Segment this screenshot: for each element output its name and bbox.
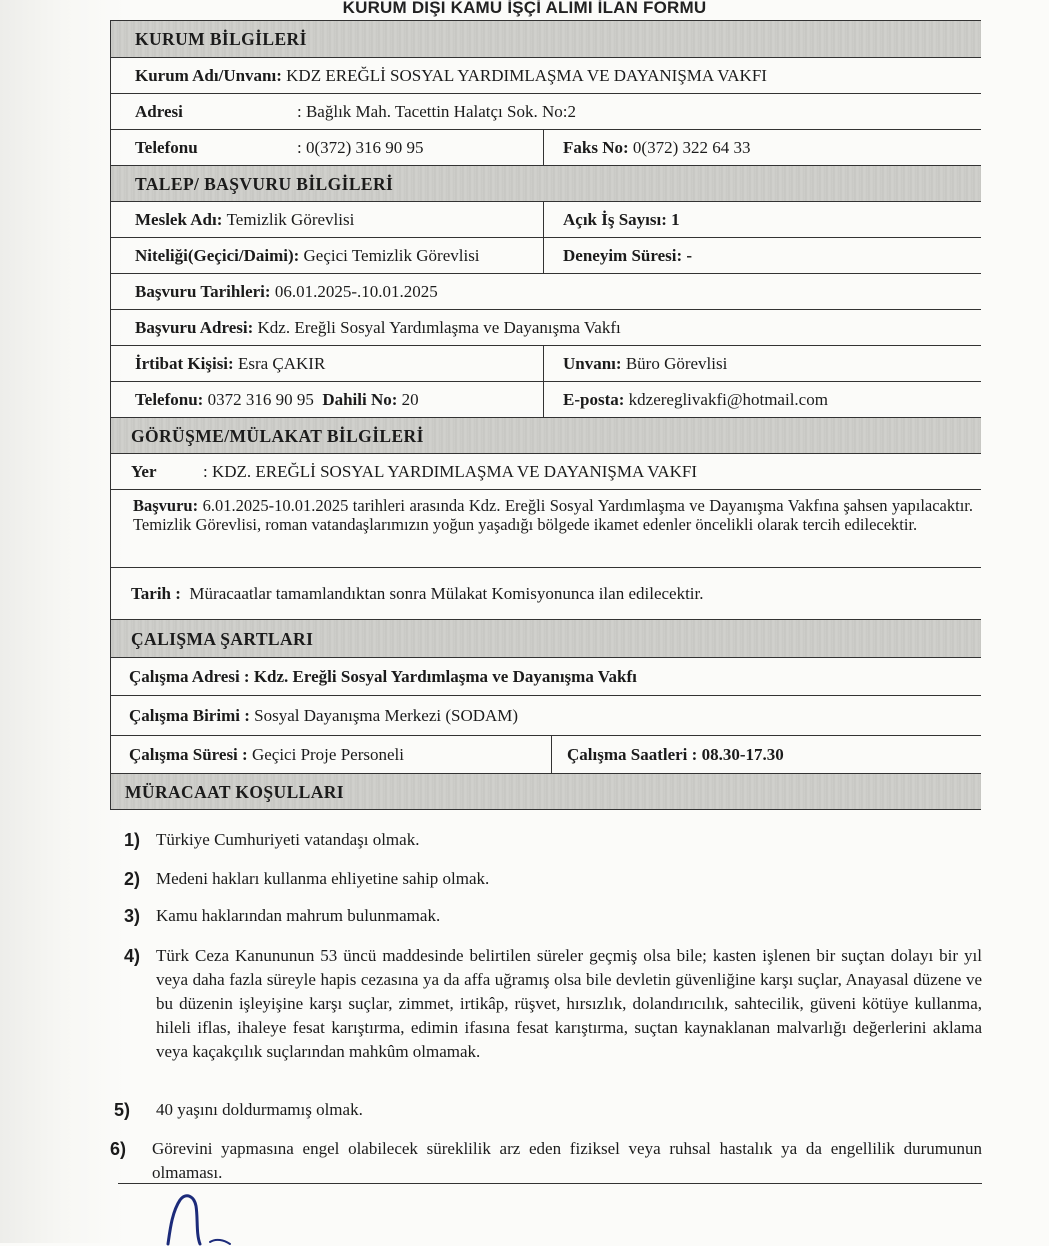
basvuru-adres-label: Başvuru Adresi:	[135, 317, 254, 337]
list-item	[110, 1098, 982, 1122]
row-basvuru-aciklama	[111, 490, 981, 568]
list-item	[110, 1137, 982, 1185]
gorusme-header-label: GÖRÜŞME/MÜLAKAT BİLGİLERİ	[131, 425, 424, 446]
calisma-birim-label: Çalışma Birimi :	[129, 705, 250, 725]
calisma-birim-value: Sosyal Dayanışma Merkezi (SODAM)	[254, 705, 519, 725]
calisma-adres-value: Kdz. Ereğli Sosyal Yardımlaşma ve Dayanışma Vakfı	[253, 666, 637, 686]
row-tarih	[111, 568, 981, 620]
unvan-label: Unvanı:	[563, 353, 622, 373]
condition-text: Medeni hakları kullanma ehliyetine sahip olmak.	[156, 869, 490, 888]
condition-text: Türk Ceza Kanununun 53 üncü maddesinde belirtilen süreler geçmiş olsa bile; kasten işlenen bir suçtan dolayı bir yıl veya daha fazla süreyle hapis cezasına ya da affa uğramış olsa bile devletin güvenliğine karşı suçlar, Anayasal düzene ve bu düzenin işleyişine karşı suçlar, zimmet, irtikâp, rüşvet, hırsızlık, dolandırıcılık, sahtecilik, güveni kötüye kullanma, hileli iflas, ihaleye fesat karıştırma, edimin ifasına fesat karıştırma, suçtan kaynaklanan malvarlığı değerlerini aklama veya kaçakçılık suçlarından mahkûm olmamak.	[156, 946, 982, 1061]
condition-number: 6)	[110, 1139, 127, 1159]
section-header-muracaat	[111, 774, 981, 810]
irtibat-tel-value: 0372 316 90 95	[207, 389, 314, 409]
calisma-sure-label: Çalışma Süresi :	[129, 744, 248, 764]
basvuru-aciklama-value: 6.01.2025-10.01.2025 tarihleri arasında Kdz. Ereğli Sosyal Yardımlaşma ve Dayanışma Vakfına şahsen yapılacaktır. Temizlik Görevlisi, roman vatandaşlarımızın yoğun yaşadığı bölgede ikamet edenler öncelikli olarak tercih edilecektir.	[133, 496, 973, 534]
unvan-value: Büro Görevlisi	[625, 353, 728, 373]
form-title: KURUM DIŞI KAMU İŞÇİ ALIMI İLAN FORMU	[342, 0, 707, 17]
calisma-header-label: ÇALIŞMA ŞARTLARI	[131, 628, 314, 649]
dahili-value: 20	[401, 389, 419, 409]
basvuru-tarih-value: 06.01.2025-.10.01.2025	[274, 281, 438, 301]
basvuru-tarih-label: Başvuru Tarihleri:	[135, 281, 271, 301]
section-header-talep	[111, 166, 981, 202]
row-kurum-address	[111, 94, 981, 130]
kurum-address-value: : Bağlık Mah. Tacettin Halatçı Sok. No:2	[297, 101, 576, 121]
dahili-label: Dahili No:	[322, 389, 398, 409]
kurum-name-label: Kurum Adı/Unvanı:	[135, 65, 282, 85]
irtibat-label: İrtibat Kişisi:	[135, 353, 234, 373]
meslek-label: Meslek Adı:	[135, 209, 223, 229]
list-item	[110, 867, 982, 891]
kurum-address-label: Adresi	[135, 101, 183, 121]
tarih-label: Tarih :	[131, 583, 181, 603]
condition-number: 2)	[124, 869, 141, 889]
condition-text: Kamu haklarından mahrum bulunmamak.	[156, 906, 441, 925]
tarih-value: Müracaatlar tamamlandıktan sonra Mülakat Komisyonunca ilan edilecektir.	[189, 583, 704, 603]
muracaat-header-label: MÜRACAAT KOŞULLARI	[125, 781, 345, 802]
row-basvuru-tarihleri	[111, 274, 981, 310]
nitelik-label: Niteliği(Geçici/Daimi):	[135, 245, 300, 265]
kurum-header-label: KURUM BİLGİLERİ	[135, 29, 307, 49]
yer-value: : KDZ. EREĞLİ SOSYAL YARDIMLAŞMA VE DAYANIŞMA VAKFI	[203, 461, 698, 481]
section-header-kurum	[111, 20, 981, 58]
list-item	[110, 904, 982, 928]
condition-text: Görevini yapmasına engel olabilecek süreklilik arz eden fiziksel veya ruhsal hastalık ya da engellilik durumunun olmaması.	[152, 1139, 982, 1182]
nitelik-value: Geçici Temizlik Görevlisi	[303, 245, 480, 265]
kurum-fax-value: 0(372) 322 64 33	[632, 137, 751, 157]
eposta-label: E-posta:	[563, 389, 625, 409]
eposta-value[interactable]: kdzereglivakfi@hotmail.com	[628, 389, 828, 409]
meslek-value: Temizlik Görevlisi	[226, 209, 355, 229]
list-item	[110, 944, 982, 1088]
yer-label: Yer	[131, 461, 157, 481]
row-yer	[111, 454, 981, 490]
form-table	[110, 20, 981, 810]
kurum-name-value: KDZ EREĞLİ SOSYAL YARDIMLAŞMA VE DAYANIŞMA VAKFI	[286, 65, 767, 85]
acik-is-value: 1	[671, 209, 680, 229]
condition-number: 1)	[124, 830, 141, 850]
section-header-calisma	[111, 620, 981, 658]
acik-is-label: Açık İş Sayısı:	[563, 209, 667, 229]
bottom-divider	[118, 1183, 982, 1184]
condition-text: 40 yaşını doldurmamış olmak.	[156, 1100, 363, 1119]
condition-number: 4)	[124, 946, 141, 966]
basvuru-adres-value: Kdz. Ereğli Sosyal Yardımlaşma ve Dayanışma Vakfı	[257, 317, 621, 337]
irtibat-tel-label: Telefonu:	[135, 389, 204, 409]
condition-number: 3)	[124, 906, 141, 926]
row-kurum-name	[111, 58, 981, 94]
row-calisma-birimi	[111, 696, 981, 736]
signature-mark	[150, 1190, 270, 1246]
row-kurum-phone	[111, 130, 981, 166]
basvuru-label: Başvuru:	[133, 496, 199, 515]
calisma-saat-label: Çalışma Saatleri :	[567, 744, 698, 764]
deneyim-label: Deneyim Süresi:	[563, 245, 683, 265]
condition-text: Türkiye Cumhuriyeti vatandaşı olmak.	[156, 830, 420, 849]
row-calisma-suresi	[111, 736, 981, 774]
kurum-fax-label: Faks No:	[563, 137, 629, 157]
calisma-sure-value: Geçici Proje Personeli	[251, 744, 404, 764]
kurum-phone-label: Telefonu	[135, 137, 198, 157]
section-header-gorusme	[111, 418, 981, 454]
row-basvuru-adresi	[111, 310, 981, 346]
row-calisma-adresi	[111, 658, 981, 696]
row-iletisim	[111, 382, 981, 418]
calisma-saat-value: 08.30-17.30	[701, 744, 784, 764]
row-meslek	[111, 202, 981, 238]
irtibat-value: Esra ÇAKIR	[237, 353, 326, 373]
talep-header-label: TALEP/ BAŞVURU BİLGİLERİ	[135, 173, 394, 194]
list-item	[110, 828, 982, 852]
kurum-phone-value: : 0(372) 316 90 95	[297, 137, 424, 157]
calisma-adres-label: Çalışma Adresi :	[129, 666, 250, 686]
row-irtibat	[111, 346, 981, 382]
deneyim-value: -	[686, 245, 693, 265]
row-nitelik	[111, 238, 981, 274]
condition-number: 5)	[114, 1100, 131, 1120]
